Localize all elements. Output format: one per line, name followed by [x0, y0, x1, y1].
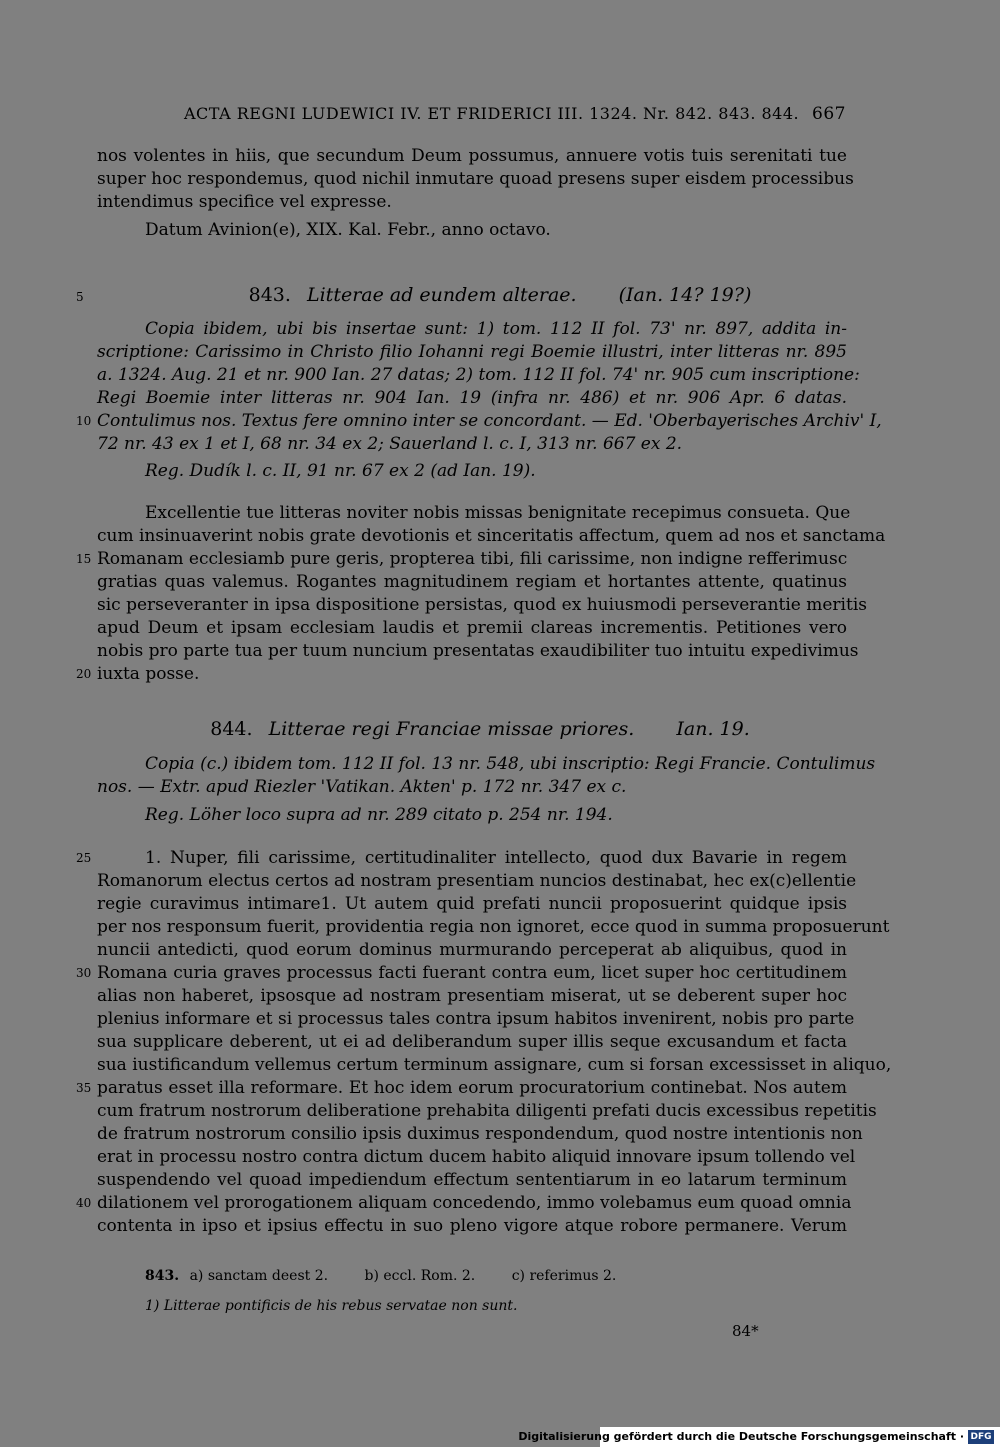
margin-line-number: 35: [76, 1081, 92, 1095]
variant-note: a) sanctam deest 2.: [189, 1268, 329, 1284]
running-header: [96, 104, 848, 128]
text-line: Excellentie tue litteras noviter nobis missas benignitate recepimus consueta. Que: [145, 503, 851, 523]
apparatus-line: Copia ibidem, ubi bis insertae sunt: 1) tom. 112 II fol. 73' nr. 897, addita in-: [145, 319, 847, 339]
running-title: ACTA REGNI LUDEWICI IV. ET FRIDERICI III. 1324. Nr. 842. 843. 844.: [184, 104, 800, 123]
doc844-heading: [0, 718, 980, 740]
page-number: 667: [812, 104, 846, 124]
funding-text: Digitalisierung gefördert durch die Deutsche Forschungsgemeinschaft ·: [518, 1430, 964, 1443]
apparatus-line: nos. — Extr. apud Riezler 'Vatikan. Akten' p. 172 nr. 347 ex c.: [97, 777, 627, 797]
doc-number: 844.: [210, 718, 253, 740]
text-line: per nos responsum fuerit, providentia regia non ignoret, ecce quod in summa proposuerunt: [97, 917, 890, 937]
text-line: erat in processu nostro contra dictum ducem habito aliquid innovare ipsum tollendo vel: [97, 1147, 856, 1167]
margin-line-number: 40: [76, 1196, 92, 1210]
doc-title: Litterae ad eundem alterae.: [306, 284, 577, 306]
margin-line-number: 10: [76, 414, 92, 428]
text-line: nos volentes in hiis, que secundum Deum possumus, annuere votis tuis serenitati tue: [97, 146, 847, 166]
text-line: Romanorum electus certos ad nostram presentiam nuncios destinabat, hec ex(c)ellentie: [97, 871, 857, 891]
doc-title: Litterae regi Franciae missae priores.: [268, 718, 635, 740]
doc843-heading: [0, 284, 1000, 306]
variant-note: b) eccl. Rom. 2.: [364, 1268, 476, 1284]
text-line: cum insinuaverint nobis grate devotionis et sinceritatis affectum, quem ad nos et sanctama: [97, 526, 886, 546]
text-line: gratias quas valemus. Rogantes magnitudinem regiam et hortantes attente, quatinus: [97, 572, 847, 592]
apparatus-line: a. 1324. Aug. 21 et nr. 900 Ian. 27 datas; 2) tom. 112 II fol. 74' nr. 905 cum inscriptione:: [97, 365, 860, 385]
text-line: super hoc respondemus, quod nichil inmutare quoad presens super eisdem processibus: [97, 169, 854, 189]
text-line: cum fratrum nostrorum deliberatione prehabita diligenti prefati ducis excessibus repetitis: [97, 1101, 877, 1121]
doc-date: Ian. 19.: [676, 718, 750, 740]
text-line: nuncii antedicti, quod eorum dominus murmurando perceperat ab aliquibus, quod in: [97, 940, 847, 960]
margin-line-number: 20: [76, 667, 92, 681]
text-line: iuxta posse.: [97, 664, 200, 684]
variant-note: c) referimus 2.: [511, 1268, 617, 1284]
doc-number: 843.: [248, 284, 291, 306]
apparatus-line: 72 nr. 43 ex 1 et I, 68 nr. 34 ex 2; Sauerland l. c. I, 313 nr. 667 ex 2.: [97, 434, 683, 454]
text-line: regie curavimus intimare1. Ut autem quid prefati nuncii proposuerint quidque ipsis: [97, 894, 847, 914]
apparatus-line: Contulimus nos. Textus fere omnino inter se concordant. — Ed. 'Oberbayerisches Archiv' I,: [97, 411, 882, 431]
text-line: 1. Nuper, fili carissime, certitudinaliter intellecto, quod dux Bavarie in regem: [145, 848, 847, 868]
apparatus-line: Regi Boemie inter litteras nr. 904 Ian. 19 (infra nr. 486) et nr. 906 Apr. 6 datas.: [97, 388, 847, 408]
text-line: de fratrum nostrorum consilio ipsis duximus respondendum, quod nostre intentionis non: [97, 1124, 863, 1144]
text-line: sic perseveranter in ipsa dispositione persistas, quod ex huiusmodi perseverantie meritis: [97, 595, 867, 615]
dating-clause: Datum Avinion(e), XIX. Kal. Febr., anno octavo.: [145, 220, 551, 240]
doc-date: (Ian. 14? 19?): [618, 284, 752, 306]
text-line: intendimus specifice vel expresse.: [97, 192, 392, 212]
text-line: nobis pro parte tua per tuum nuncium presentatas exaudibiliter tuo intuitu expedivimus: [97, 641, 859, 661]
text-line: sua iustificandum vellemus certum terminum assignare, cum si forsan excessisset in aliquo,: [97, 1055, 892, 1075]
text-line: plenius informare et si processus tales contra ipsum habitos invenirent, nobis pro parte: [97, 1009, 855, 1029]
dfg-logo: DFG: [968, 1430, 994, 1444]
text-line: paratus esset illa reformare. Et hoc idem eorum procuratorium continebat. Nos autem: [97, 1078, 847, 1098]
regest-line: Reg. Löher loco supra ad nr. 289 citato p. 254 nr. 194.: [145, 805, 613, 825]
text-line: alias non haberet, ipsosque ad nostram presentiam miserat, ut se deberent super hoc: [97, 986, 847, 1006]
funding-banner: [518, 1427, 1000, 1447]
text-line: apud Deum et ipsam ecclesiam laudis et premii clareas incrementis. Petitiones vero: [97, 618, 847, 638]
text-line: contenta in ipso et ipsius effectu in suo pleno vigore atque robore permanere. Verum: [97, 1216, 847, 1236]
historical-footnote: 1) Litterae pontificis de his rebus servatae non sunt.: [145, 1298, 518, 1314]
text-line: Romana curia graves processus facti fuerant contra eum, licet super hoc certitudinem: [97, 963, 847, 983]
margin-line-number: 5: [76, 290, 84, 304]
margin-line-number: 25: [76, 851, 92, 865]
footnote-doc-label: 843.: [145, 1268, 180, 1284]
margin-line-number: 30: [76, 966, 92, 980]
text-line: dilationem vel prorogationem aliquam concedendo, immo volebamus eum quoad omnia: [97, 1193, 852, 1213]
text-line: suspendendo vel quoad impediendum effectum sententiarum in eo latarum terminum: [97, 1170, 847, 1190]
variant-footnotes: [145, 1268, 616, 1284]
signature-mark: 84*: [732, 1322, 759, 1340]
apparatus-line: Copia (c.) ibidem tom. 112 II fol. 13 nr. 548, ubi inscriptio: Regi Francie. Contulimus: [145, 754, 876, 774]
regest-line: Reg. Dudík l. c. II, 91 nr. 67 ex 2 (ad Ian. 19).: [145, 461, 536, 481]
margin-line-number: 15: [76, 552, 92, 566]
apparatus-line: scriptione: Carissimo in Christo filio Iohanni regi Boemie illustri, inter litteras nr. 895: [97, 342, 847, 362]
text-line: sua supplicare deberent, ut ei ad deliberandum super illis seque excusandum et facta: [97, 1032, 847, 1052]
text-line: Romanam ecclesiamb pure geris, propterea tibi, fili carissime, non indigne refferimusc: [97, 549, 848, 569]
